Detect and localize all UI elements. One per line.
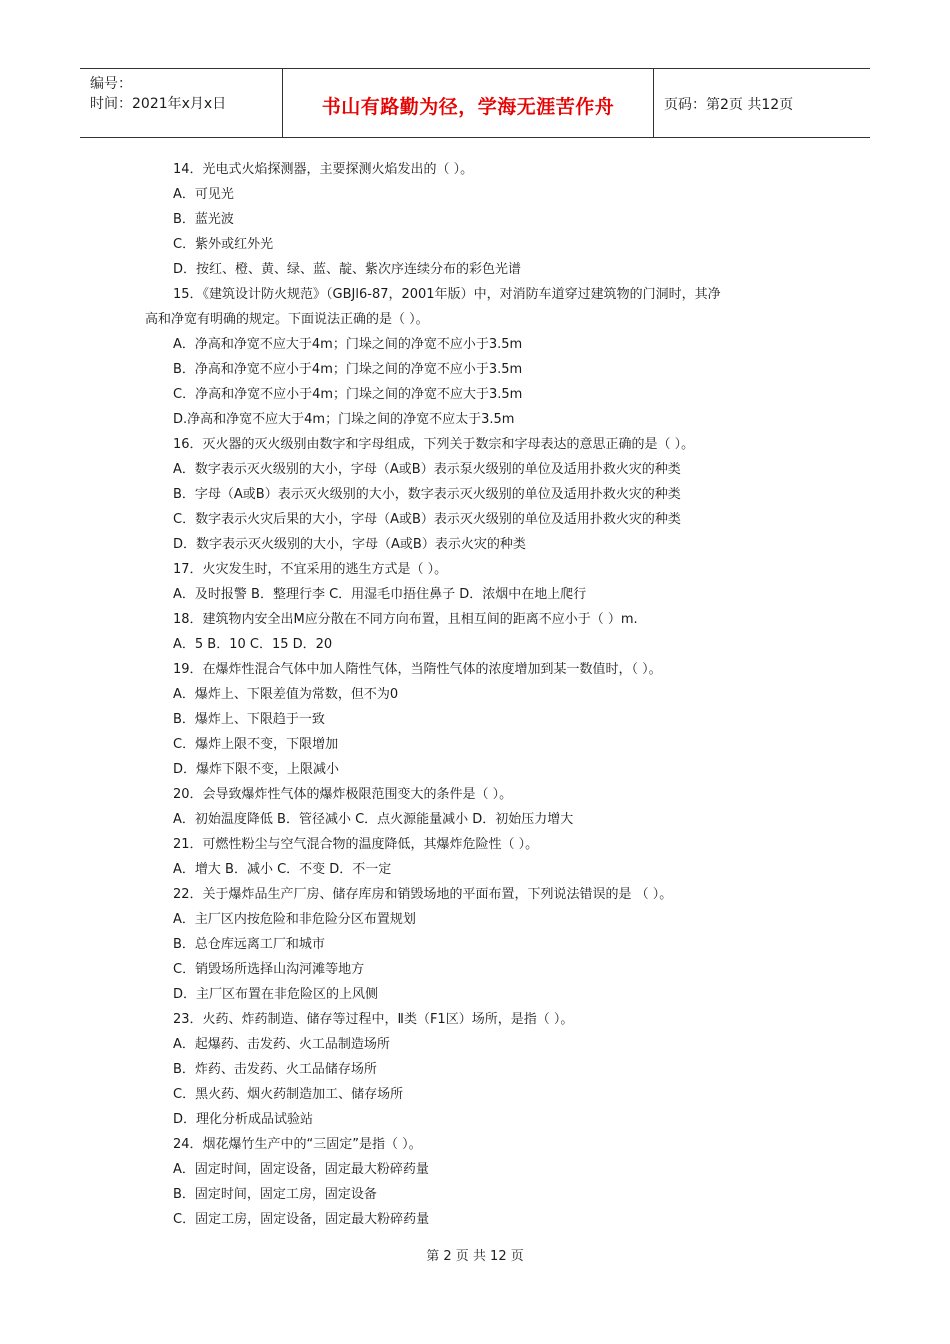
text-line: 23．火药、炸药制造、储存等过程中，Ⅱ类（F1区）场所，是指（ ）。 <box>173 1012 574 1027</box>
text-line: 17．火灾发生时，不宜采用的逃生方式是（ ）。 <box>173 562 448 577</box>
text-line: 20．会导致爆炸性气体的爆炸极限范围变大的条件是（ ）。 <box>173 787 513 802</box>
text-line: 14．光电式火焰探测器，主要探测火焰发出的（ ）。 <box>173 162 474 177</box>
text-line: B．爆炸上、下限趋于一致 <box>173 712 325 727</box>
page-header <box>80 68 870 138</box>
text-line: A．初始温度降低 B．管径减小 C．点火源能量减小 D．初始压力增大 <box>173 812 574 827</box>
text-line: D．爆炸下限不变，上限减小 <box>173 762 340 777</box>
text-line: B．蓝光波 <box>173 212 234 227</box>
slogan: 书山有路勤为径，学海无涯苦作舟 <box>321 96 615 118</box>
text-line: A．主厂区内按危险和非危险分区布置规划 <box>173 912 416 927</box>
page-footer: 第 2 页 共 12 页 <box>426 1249 524 1264</box>
text-line: C．销毁场所选择山沟河滩等地方 <box>173 962 365 977</box>
text-line: 高和净宽有明确的规定。下面说法正确的是（ ）。 <box>145 312 429 327</box>
text-line: D．按红、橙、黄、绿、蓝、靛、紫次序连续分布的彩色光谱 <box>173 262 522 277</box>
header-meta-cell <box>80 69 283 137</box>
text-line: C．紫外或红外光 <box>173 237 274 252</box>
text-line: A．起爆药、击发药、火工品制造场所 <box>173 1037 390 1052</box>
header-slogan-cell <box>283 69 654 137</box>
text-line: A．爆炸上、下限差值为常数，但不为0 <box>173 687 399 702</box>
text-line: A．数字表示灭火级别的大小，字母（A或B）表示泵火级别的单位及适用扑救火灾的种类 <box>173 462 681 477</box>
text-line: A．净高和净宽不应大于4m；门垛之间的净宽不应小于3.5m <box>173 337 523 352</box>
text-line: C．黑火药、烟火药制造加工、储存场所 <box>173 1087 404 1102</box>
text-line: 15．《建筑设计防火规范》（GBJl6-87，2001年版）中，对消防车道穿过建筑物的门洞时，其净 <box>173 287 721 302</box>
text-line: 24．烟花爆竹生产中的“三固定”是指（ ）。 <box>173 1137 422 1152</box>
page-info: 页码：第2页 共12页 <box>664 97 794 113</box>
text-line: 21．可燃性粉尘与空气混合物的温度降低，其爆炸危险性（ ）。 <box>173 837 539 852</box>
text-line: B．净高和净宽不应小于4m；门垛之间的净宽不应小于3.5m <box>173 362 523 377</box>
question-body <box>145 157 815 1232</box>
text-line: A．增大 B．减小 C．不变 D．不一定 <box>173 862 392 877</box>
text-line: B．固定时间，固定工房，固定设备 <box>173 1187 377 1202</box>
text-line: A．可见光 <box>173 187 234 202</box>
text-line: C．固定工房，固定设备，固定最大粉碎药量 <box>173 1212 430 1227</box>
text-line: A．固定时间，固定设备，固定最大粉碎药量 <box>173 1162 429 1177</box>
text-line: D．理化分析成品试验站 <box>173 1112 314 1127</box>
text-line: B．炸药、击发药、火工品储存场所 <box>173 1062 377 1077</box>
text-line: C．净高和净宽不应小于4m；门垛之间的净宽不应大于3.5m <box>173 387 523 402</box>
text-line: 22．关于爆炸品生产厂房、储存库房和销毁场地的平面布置，下列说法错误的是 （ ）。 <box>173 887 673 902</box>
text-line: B．总仓库远离工厂和城市 <box>173 937 325 952</box>
text-line: A．5 B．10 C．15 D．20 <box>173 637 333 652</box>
text-line: 16．灭火器的灭火级别由数字和字母组成，下列关于数宗和字母表达的意思正确的是（ ）。 <box>173 437 695 452</box>
text-line: 18．建筑物内安全出M应分散在不同方向布置，且相互间的距离不应小于（ ）m. <box>173 612 638 627</box>
text-line: B．字母（A或B）表示灭火级别的大小，数字表示灭火级别的单位及适用扑救火灾的种类 <box>173 487 681 502</box>
text-line: D．主厂区布置在非危险区的上风侧 <box>173 987 379 1002</box>
text-line: C．数字表示火灾后果的大小，字母（A或B）表示灭火级别的单位及适用扑救火灾的种类 <box>173 512 681 527</box>
text-line: D.净高和净宽不应大于4m；门垛之间的净宽不应太于3.5m <box>173 412 515 427</box>
text-line: C．爆炸上限不变，下限增加 <box>173 737 339 752</box>
text-line: 19．在爆炸性混合气体中加人隋性气体，当隋性气体的浓度增加到某一数值时，（ ）。 <box>173 662 662 677</box>
time-label: 时间：2021年x月x日 <box>90 96 227 112</box>
text-line: A．及时报警 B．整理行李 C．用湿毛巾捂住鼻子 D．浓烟中在地上爬行 <box>173 587 587 602</box>
text-line: D．数字表示灭火级别的大小，字母（A或B）表示火灾的种类 <box>173 537 526 552</box>
number-label: 编号： <box>90 76 132 92</box>
header-page-cell <box>654 69 870 137</box>
